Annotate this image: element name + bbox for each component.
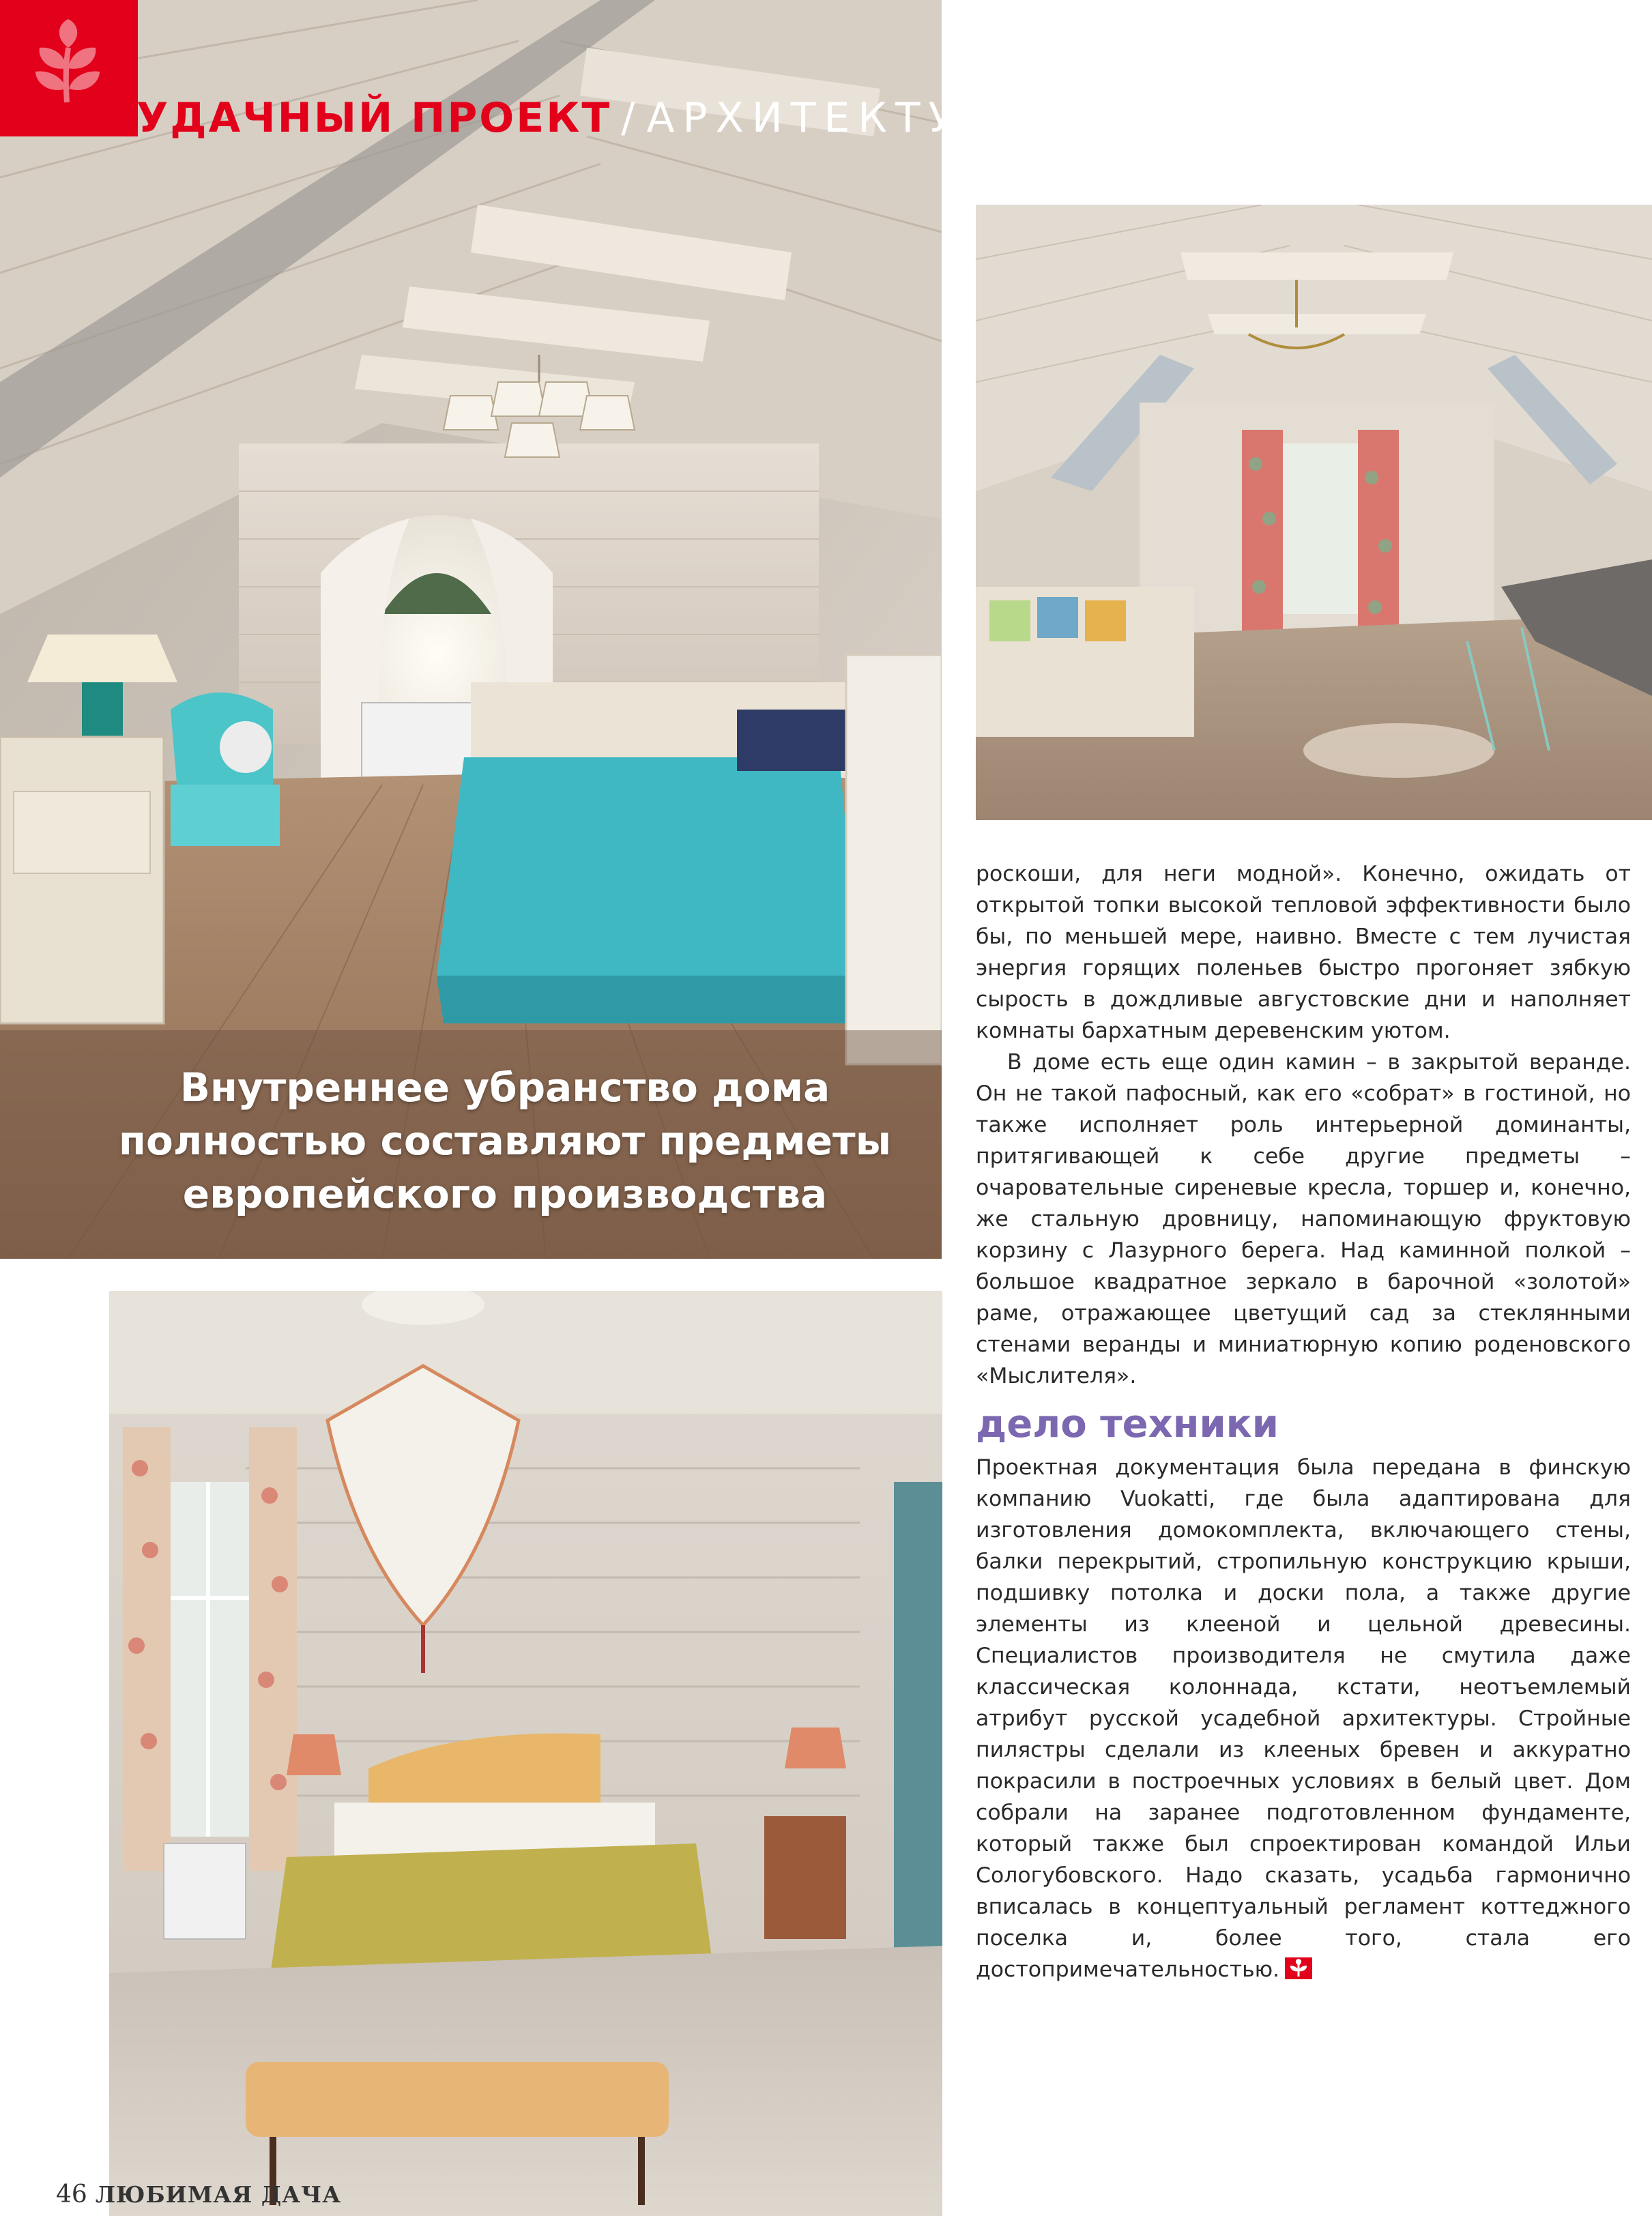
section-heading: дело техники <box>976 1402 1279 1446</box>
page-number: 46 <box>56 2181 87 2208</box>
article-body <box>976 858 1631 1985</box>
brand-logo <box>0 0 138 136</box>
body-paragraph: роскоши, для неги модной». Конечно, ожидать от открытой топки высокой тепловой эффективности было бы, по меньшей мере, наивно. Вместе с тем лучистая энергия горящих поленьев быстро прогоняет зябкую сырость в дождливые августовские дни и наполняет комнаты бархатным деревенским уютом. <box>976 862 1631 1043</box>
section-header <box>136 94 1030 142</box>
leaf-sprout-icon <box>0 0 138 136</box>
body-paragraph-text: Проектная документация была передана в финскую компанию Vuokatti, где была адаптирована для изготовления домокомплекта, включающего стены, балки перекрытий, стропильную конструкцию крыши, подшивку потолка и доски пола, а также другие элементы из клееной и цельной древесины. Специалистов производителя не смутила даже классическая колоннада, кстати, неотъемлемый атрибут русской усадебной архитектуры. Стройные пилястры сделали из клееных бревен и аккуратно покрасили в построечных условиях в белый цвет. Дом собрали на заранее подготовленном фундаменте, который также был спроектирован командой Ильи Сологубовского. Надо сказать, усадьба гармонично вписалась в концептуальный регламент коттеджного поселка и, более того, стала его достопримечательностью. <box>976 1455 1631 1982</box>
leaf-end-mark-icon <box>1285 1957 1312 1979</box>
photo-caption: Внутреннее убранство дома полностью составляют предметы европейского производства <box>118 1064 892 1217</box>
section-title: УДАЧНЫЙ ПРОЕКТ <box>136 94 612 142</box>
photo-attic-study <box>976 205 1652 820</box>
magazine-name: ЛЮБИМАЯ ДАЧА <box>95 2181 342 2208</box>
photo-bedroom <box>109 1291 942 2216</box>
body-paragraph: В доме есть еще один камин – в закрытой веранде. Он не такой пафосный, как его «собрат» в гостиной, но также исполняет роль интерьерной доминанты, притягивающей к себе другие предметы – очаровательные сиреневые кресла, торшер и, конечно, же стальную дровницу, напоминающую фруктовую корзину с Лазурного берега. Над каминной полкой – большое квадратное зеркало в барочной «золотой» раме, отражающее цветущий сад за стеклянными стенами веранды и миниатюрную копию роденовского «Мыслителя». <box>976 1050 1631 1388</box>
section-subtitle: АРХИТЕКТУРА <box>646 94 1031 142</box>
page-footer <box>56 2181 341 2208</box>
body-paragraph-final <box>976 1452 1631 1985</box>
header-separator: / <box>621 94 637 142</box>
